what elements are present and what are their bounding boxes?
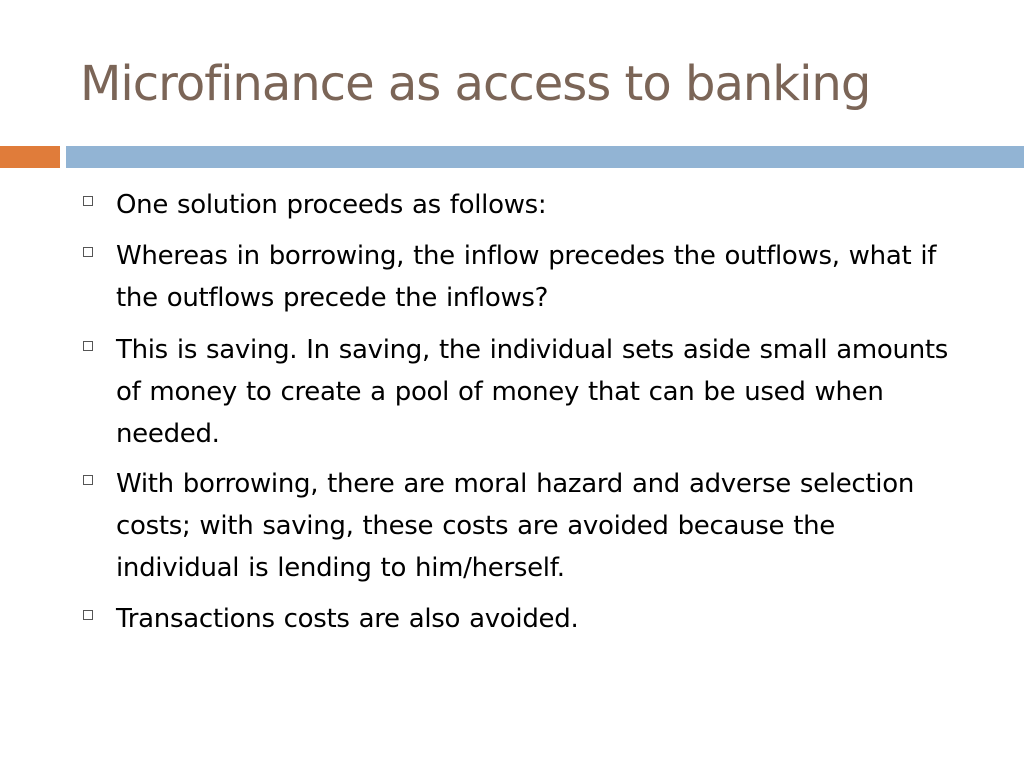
bullet-text: This is saving. In saving, the individual sets aside small amounts of money to create a pool of money that can be used when needed. [116,335,949,449]
hollow-square-icon [83,196,93,206]
hollow-square-icon [83,475,93,485]
hollow-square-icon [83,341,93,351]
bullet-item [80,598,960,640]
bullet-item [80,329,960,455]
bullet-text: Whereas in borrowing, the inflow precedes the outflows, what if the outflows precede the inflows? [116,241,937,313]
bullet-item [80,235,960,319]
slide-title: Microfinance as access to banking [80,56,871,112]
hollow-square-icon [83,247,93,257]
bullet-text: One solution proceeds as follows: [116,190,547,220]
hollow-square-icon [83,610,93,620]
bullet-text: With borrowing, there are moral hazard and adverse selection costs; with saving, these costs are avoided because the individual is lending to him/herself. [116,469,915,583]
bullet-item [80,184,960,226]
bullet-text: Transactions costs are also avoided. [116,604,579,634]
accent-bar-left [0,146,60,168]
bullet-item [80,463,960,589]
accent-bar-right [66,146,1024,168]
